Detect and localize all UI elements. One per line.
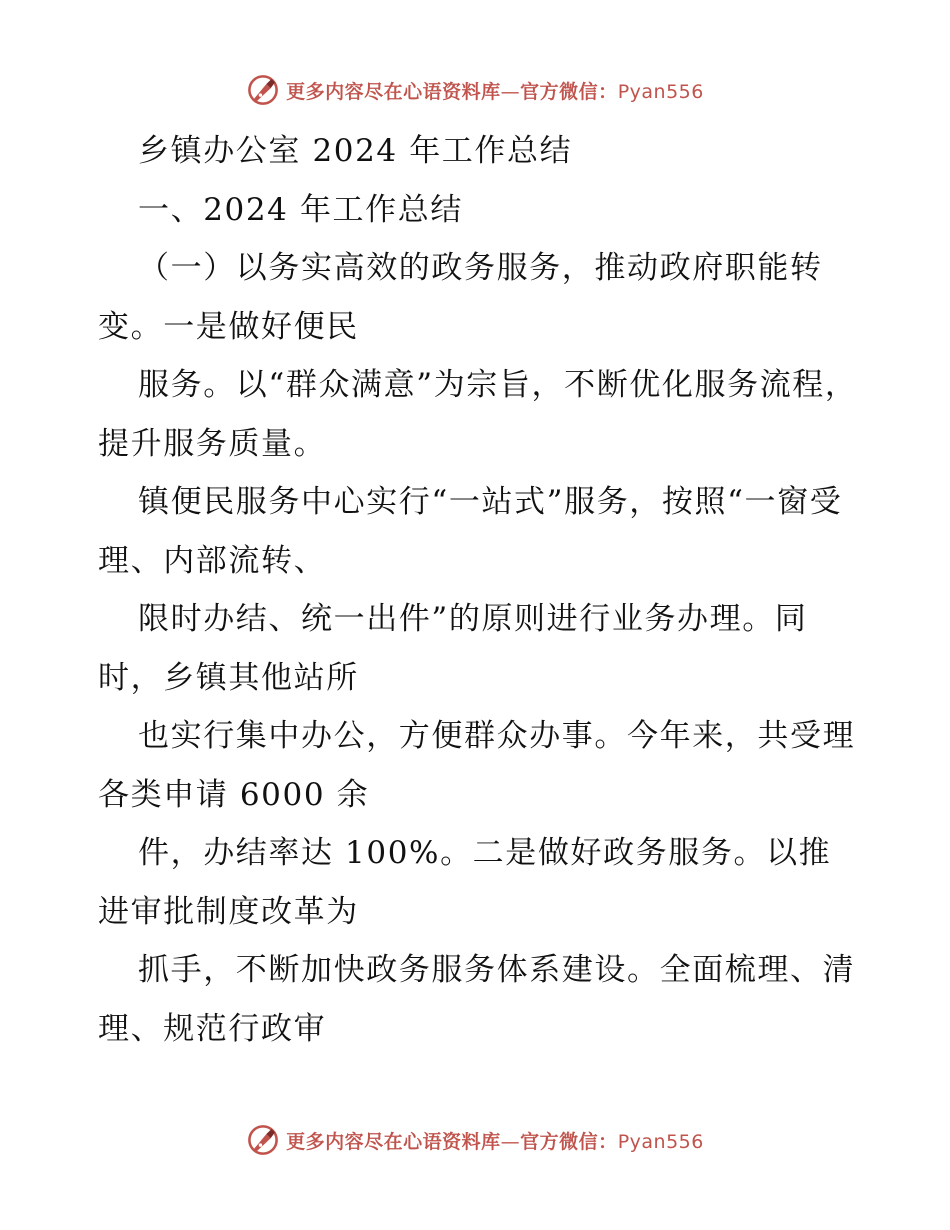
paragraph: 抓手，不断加快政务服务体系建设。全面梳理、清理、规范行政审 (98, 952, 856, 1047)
watermark-label: 官方微信： (520, 80, 618, 103)
footer-watermark (0, 1120, 950, 1160)
paragraph: 也实行集中办公，方便群众办事。今年来，共受理各类申请 6000 余 (98, 718, 856, 813)
document-title: 乡镇办公室 2024 年工作总结 (138, 133, 573, 169)
watermark-dash: — (500, 80, 521, 103)
pen-nib-logo-icon (246, 73, 280, 107)
watermark-text (286, 77, 704, 104)
paragraph: 服务。以“群众满意”为宗旨，不断优化服务流程，提升服务质量。 (98, 367, 858, 462)
header-watermark (0, 70, 950, 110)
section-heading: 一、2024 年工作总结 (138, 191, 463, 228)
watermark-label: 官方微信： (520, 1130, 618, 1153)
watermark-text (286, 1127, 704, 1154)
watermark-brand: 更多内容尽在心语资料库 (286, 80, 501, 103)
document-body (98, 122, 858, 1058)
paragraph: 限时办结、统一出件”的原则进行业务办理。同时，乡镇其他站所 (98, 601, 808, 696)
pen-nib-logo-icon (246, 1123, 280, 1157)
paragraph: （一）以务实高效的政务服务，推动政府职能转变。一是做好便民 (98, 250, 823, 345)
watermark-wechat-id: Pyan556 (617, 1130, 704, 1153)
watermark-brand: 更多内容尽在心语资料库 (286, 1130, 501, 1153)
paragraph: 镇便民服务中心实行“一站式”服务，按照“一窗受理、内部流转、 (98, 484, 843, 579)
watermark-dash: — (500, 1130, 521, 1153)
watermark-wechat-id: Pyan556 (617, 80, 704, 103)
paragraph: 件，办结率达 100%。二是做好政务服务。以推进审批制度改革为 (98, 835, 832, 930)
